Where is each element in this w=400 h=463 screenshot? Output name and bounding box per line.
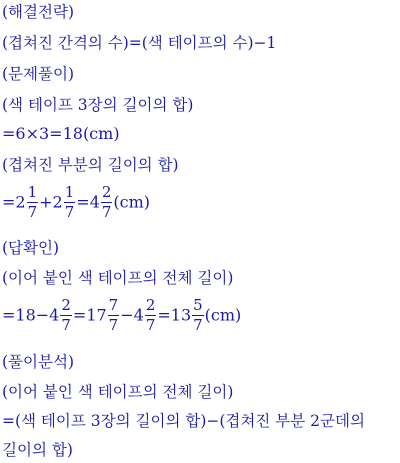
strategy-text: (겹쳐진 간격의 수)=(색 테이프의 수)−1 <box>2 34 277 52</box>
analysis-label: (이어 붙인 색 테이프의 전체 길이) <box>2 383 234 401</box>
eq2-f1-denominator: 7 <box>61 316 71 334</box>
eq2-f1-numerator: 2 <box>61 296 71 314</box>
solution-step-2-label: (겹쳐진 부분의 길이의 합) <box>2 156 179 174</box>
eq1-part-1: =2 <box>2 192 26 212</box>
eq1-f1-denominator: 7 <box>27 203 38 221</box>
eq1-fraction-2 <box>64 185 76 220</box>
eq1-f3-denominator: 7 <box>101 203 112 221</box>
heading-solution: (문제풀이) <box>2 65 74 83</box>
solution-step-2-equation <box>2 185 150 220</box>
check-equation <box>2 298 241 333</box>
eq1-f3-numerator: 2 <box>101 183 112 201</box>
eq2-unit: (cm) <box>204 305 242 325</box>
eq2-part-1: =18−4 <box>2 305 60 325</box>
analysis-text-2: 길이의 합) <box>2 441 73 459</box>
heading-strategy: (해결전략) <box>2 3 74 21</box>
eq2-f2-denominator: 7 <box>108 316 119 334</box>
eq1-f1-numerator: 1 <box>27 183 38 201</box>
eq2-fraction-1 <box>60 298 72 333</box>
eq1-fraction-3 <box>101 185 113 220</box>
eq2-part-4: =13 <box>157 305 192 325</box>
eq2-f4-denominator: 7 <box>193 316 203 334</box>
eq1-unit: (cm) <box>113 192 151 212</box>
analysis-text-1: =(색 테이프 3장의 길이의 합)−(겹쳐진 부분 2군데의 <box>2 412 365 430</box>
eq1-part-3: =4 <box>76 192 100 212</box>
eq2-part-2: =17 <box>72 305 107 325</box>
eq2-fraction-4 <box>192 298 204 333</box>
eq1-f2-numerator: 1 <box>64 183 75 201</box>
eq2-f4-numerator: 5 <box>193 296 203 314</box>
eq2-f3-numerator: 2 <box>145 296 156 314</box>
eq2-fraction-3 <box>145 298 157 333</box>
eq1-fraction-1 <box>27 185 39 220</box>
eq2-part-3: −4 <box>120 305 144 325</box>
eq2-f3-denominator: 7 <box>145 316 156 334</box>
eq1-f2-denominator: 7 <box>64 203 75 221</box>
solution-step-1-equation: =6×3=18(cm) <box>2 124 120 143</box>
heading-check: (답확인) <box>2 239 60 257</box>
eq2-f2-numerator: 7 <box>108 296 119 314</box>
heading-analysis: (풀이분석) <box>2 353 74 371</box>
check-label: (이어 붙인 색 테이프의 전체 길이) <box>2 269 234 287</box>
solution-step-1-label: (색 테이프 3장의 길이의 합) <box>2 96 194 114</box>
eq2-fraction-2 <box>108 298 120 333</box>
eq1-part-2: +2 <box>39 192 63 212</box>
